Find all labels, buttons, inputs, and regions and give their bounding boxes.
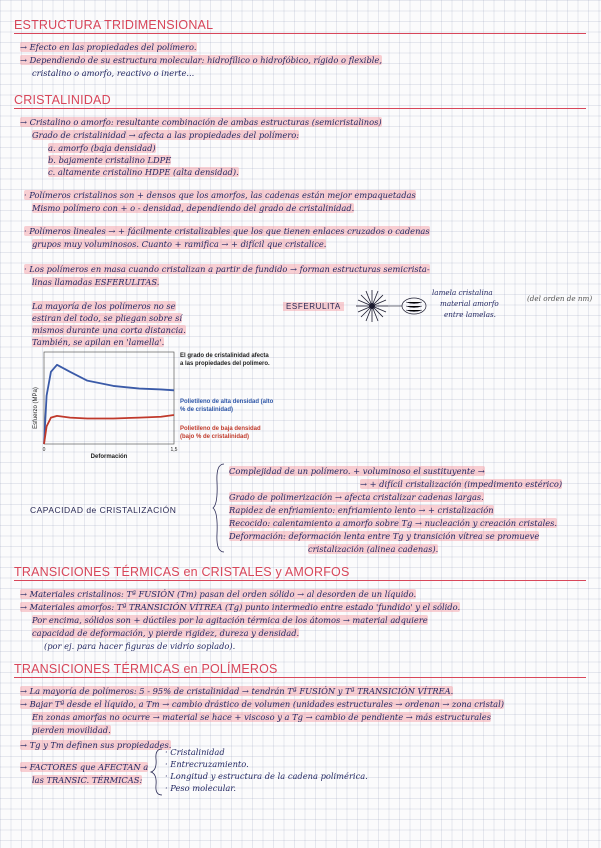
text-line: Deformación: deformación lenta entre Tg y transición vítrea se promueve: [229, 531, 540, 541]
text-line: En zonas amorfas no ocurre → material se hace + viscoso y a Tg → cambio de pendiente → más estructurales: [32, 712, 491, 722]
spherulite-label: ESFERULITA: [283, 302, 344, 311]
x-tick-1: 1,5: [170, 447, 178, 453]
text-line: cristalino o amorfo, reactivo o inerte...: [32, 68, 195, 78]
y-axis-label: Esfuerzo (MPa): [33, 387, 39, 429]
spherulite-diagram: [352, 286, 432, 326]
text-line: · Los polímeros en masa cuando cristalizan a partir de fundido → forman estructuras semicrista-: [24, 264, 430, 274]
text-line: → Materiales amorfos: Tª TRANSICIÓN VÍTREA (Tg) punto intermedio entre estado 'fundido' y el sólido.: [20, 602, 461, 612]
text-line: mismos durante una corta distancia.: [32, 325, 186, 335]
text-line: Complejidad de un polímero. + voluminoso el sustituyente →: [229, 466, 485, 476]
spherulite-note-scale: (del orden de nm): [527, 294, 593, 303]
text-line: capacidad de deformación, y pierde rigidez, dureza y densidad.: [32, 628, 300, 638]
text-line: Rapidez de enfriamiento: enfriamiento lento → + cristalización: [229, 505, 494, 515]
text-line: linas llamadas ESFERULITAS.: [32, 277, 160, 287]
text-line: · Polímeros cristalinos son + densos que los amorfos, las cadenas están mejor empaquetadas: [24, 190, 416, 200]
text-line: → La mayoría de polímeros: 5 - 95% de cristalinidad → tendrán Tª FUSIÓN y Tª TRANSICIÓN VÍTREA.: [20, 686, 454, 696]
text-line: Mismo polímero con + o - densidad, dependiendo del grado de cristalinidad.: [32, 203, 355, 213]
brace-icon: [150, 747, 164, 797]
text-line: estiran del todo, se pliegan sobre sí: [32, 313, 183, 323]
text-line: → Cristalino o amorfo: resultante combinación de ambas estructuras (semicristalinos): [20, 117, 382, 127]
text-line: → Dependiendo de su estructura molecular: hidrofílico o hidrofóbico, rígido o flexible,: [20, 55, 382, 65]
spherulite-note: lamela cristalina: [432, 288, 493, 297]
section-title-cristalinidad: CRISTALINIDAD: [14, 93, 111, 107]
text-line: También, se apilan en 'lamella'.: [32, 337, 165, 347]
x-tick-0: 0: [42, 447, 46, 453]
series-line-0: [44, 365, 174, 444]
plot-area: [44, 352, 174, 444]
series-line-1: [44, 415, 174, 444]
text-line: La mayoría de los polímeros no se: [32, 301, 176, 311]
text-line: las TRANSIC. TÉRMICAS:: [32, 775, 143, 785]
text-line: → Bajar Tª desde el líquido, a Tm → cambio drástico de volumen (unidades estructurales → ordenan → zona cristal): [20, 699, 504, 709]
chart-caption-blue: Polietileno de alta densidad (alto % de cristalinidad): [180, 399, 274, 413]
text-line: → Efecto en las propiedades del polímero.: [20, 42, 197, 52]
spherulite-note: material amorfo: [440, 299, 499, 308]
text-line: · Polímeros lineales → + fácilmente cristalizables que los que tienen enlaces cruzados o cadenas: [24, 226, 430, 236]
text-line: cristalización (alinea cadenas).: [308, 544, 439, 554]
text-line: (por ej. para hacer figuras de vidrio soplado).: [44, 641, 236, 651]
text-line: · Longitud y estructura de la cadena polimérica.: [165, 771, 368, 781]
section-title-transiciones-polimeros: TRANSICIONES TÉRMICAS en POLÍMEROS: [14, 662, 278, 676]
brace-icon: [212, 462, 226, 554]
text-line: Por encima, sólidos son + dúctiles por la agitación térmica de los átomos → material adquiere: [32, 615, 428, 625]
section-title-transiciones-cristales: TRANSICIONES TÉRMICAS en CRISTALES y AMORFOS: [14, 565, 350, 579]
title-underline: [14, 33, 586, 34]
text-line: grupos muy voluminosos. Cuanto + ramifica → + difícil que cristalice.: [32, 239, 327, 249]
title-underline: [14, 677, 586, 678]
title-underline: [14, 108, 586, 109]
text-line: → + difícil cristalización (impedimento estérico): [360, 479, 563, 489]
capacidad-label: CAPACIDAD de CRISTALIZACIÓN: [30, 505, 177, 515]
text-line: Grado de cristalinidad → afecta a las propiedades del polímero:: [32, 130, 299, 140]
text-line: Grado de polimerización → afecta cristalizar cadenas largas.: [229, 492, 484, 502]
text-line: → FACTORES que AFECTAN a: [20, 762, 149, 772]
text-line: → Materiales cristalinos: Tª FUSIÓN (Tm) pasan del orden sólido → al desorden de un líquido.: [20, 589, 417, 599]
text-line: a. amorfo (baja densidad): [48, 143, 156, 153]
chart-caption-head: El grado de cristalinidad afecta a las propiedades del polímero.: [180, 353, 270, 367]
chart-caption-red: Polietileno de baja densidad (bajo % de cristalinidad): [180, 426, 261, 440]
text-line: Recocido: calentamiento a amorfo sobre Tg → nucleación y creación cristales.: [229, 518, 558, 528]
text-line: b. bajamente cristalino LDPE: [48, 155, 172, 165]
x-axis-label: Deformación: [90, 454, 128, 460]
text-line: · Entrecruzamiento.: [165, 759, 249, 769]
spherulite-note: entre lamelas.: [444, 310, 496, 319]
title-underline: [14, 580, 586, 581]
section-title-estructura: ESTRUCTURA TRIDIMENSIONAL: [14, 18, 214, 32]
stress-strain-chart: [26, 350, 176, 462]
text-line: pierden movilidad.: [32, 725, 111, 735]
text-line: · Cristalinidad: [165, 747, 225, 757]
text-line: → Tg y Tm definen sus propiedades.: [20, 740, 172, 750]
text-line: · Peso molecular.: [165, 783, 236, 793]
text-line: c. altamente cristalino HDPE (alta densidad).: [48, 167, 239, 177]
